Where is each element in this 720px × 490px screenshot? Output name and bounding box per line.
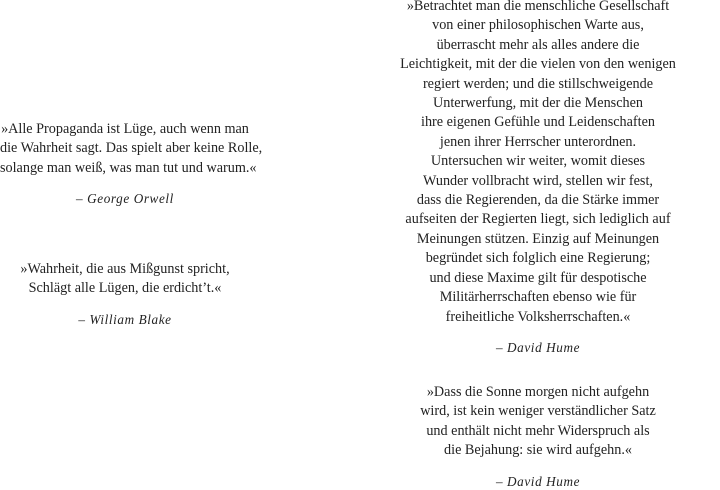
quote-blake	[0, 260, 250, 328]
quote-line: begründet sich folglich eine Regierung;	[425, 250, 651, 267]
quote-line: »Dass die Sonne morgen nicht aufgehn	[426, 384, 650, 400]
quote-line: Leichtigkeit, mit der die vielen von den wenigen	[400, 56, 676, 73]
quote-line: und diese Maxime gilt für despotische	[429, 269, 647, 286]
quote-line: freiheitliche Volksherrschaften.«	[445, 308, 631, 325]
quote-line: die Wahrheit sagt. Das spielt aber keine Rolle,	[0, 140, 263, 157]
quote-line: wird, ist kein weniger verständlicher Satz	[420, 403, 656, 420]
quote-author: – David Hume	[495, 339, 581, 355]
quote-line: jenen ihrer Herrscher unterordnen.	[439, 133, 637, 150]
quote-line: Unterwerfung, mit der die Menschen	[433, 95, 643, 112]
quote-line: dass die Regierenden, da die Stärke immer	[416, 192, 660, 209]
quote-line: regiert werden; und die stillschweigende	[422, 75, 654, 92]
quote-line: die Bejahung: sie wird aufgehn.«	[444, 442, 632, 459]
quote-line: Untersuchen wir weiter, womit dieses	[430, 153, 646, 170]
quote-orwell	[0, 120, 263, 207]
quote-author: – George Orwell	[76, 191, 174, 207]
quote-author: – David Hume	[495, 473, 581, 489]
quote-hume-government	[358, 0, 718, 356]
quote-line: Militärherrschaften ebenso wie für	[439, 289, 637, 306]
quote-line: »Betrachtet man die menschliche Gesellschaft	[406, 0, 670, 14]
quote-line: und enthält nicht mehr Widerspruch als	[426, 422, 650, 439]
quote-line: aufseiten der Regierten liegt, sich lediglich auf	[405, 211, 671, 228]
quote-line: Schlägt alle Lügen, die erdicht’t.«	[28, 280, 222, 297]
quote-line: von einer philosophischen Warte aus,	[432, 17, 644, 34]
quote-line: Meinungen stützen. Einzig auf Meinungen	[416, 230, 660, 247]
quote-line: überrascht mehr als alles andere die	[436, 36, 640, 53]
quote-author: – William Blake	[78, 311, 172, 327]
quote-line: »Alle Propaganda ist Lüge, auch wenn man	[1, 121, 249, 137]
quote-line: »Wahrheit, die aus Mißgunst spricht,	[20, 261, 230, 277]
quote-line: Wunder vollbracht wird, stellen wir fest,	[423, 172, 653, 189]
quote-hume-sun	[398, 383, 678, 490]
quote-line: solange man weiß, was man tut und warum.«	[0, 159, 257, 176]
quote-line: ihre eigenen Gefühle und Leidenschaften	[421, 114, 655, 131]
